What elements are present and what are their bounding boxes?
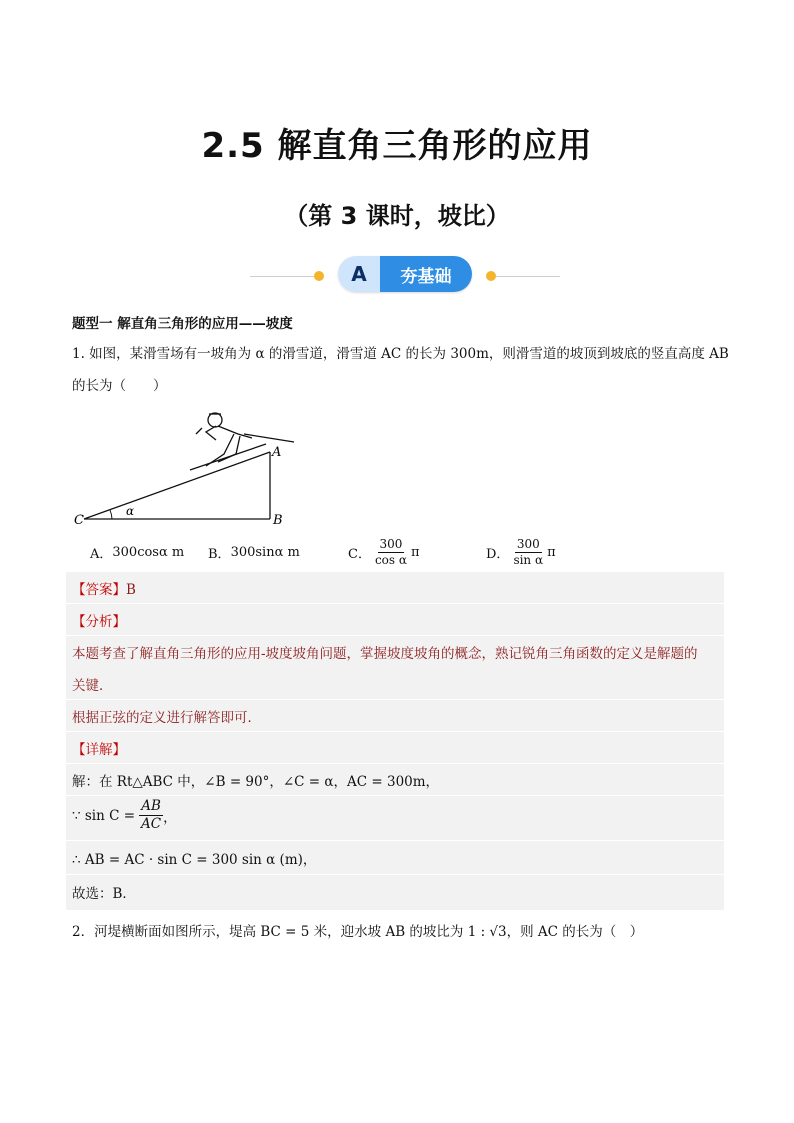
detail-line-2: [72, 798, 177, 833]
analysis-label-row: [72, 610, 126, 630]
page-title: 2.5 解直角三角形的应用: [201, 126, 593, 166]
question-1-text-cont: 的长为（ ）: [72, 378, 167, 394]
choice-b[interactable]: [208, 532, 300, 572]
banner-right-dot: [486, 271, 496, 281]
ski-slope-figure: [66, 404, 306, 530]
analysis-text-1: 本题考查了解直角三角形的应用-坡度坡角问题，掌握坡度坡角的概念，熟记锐角三角函数的定义是解题的: [72, 646, 698, 662]
choice-c-den: cos α: [374, 552, 407, 567]
answer-row: [72, 578, 136, 598]
question-1-choices: [90, 532, 650, 572]
choice-d-fraction: [511, 537, 545, 568]
label-c: C: [74, 513, 84, 528]
analysis-text-3: 根据正弦的定义进行解答即可．: [72, 710, 261, 726]
detail-label-row: [72, 738, 126, 758]
question-2-text: 2．河堤横断面如图所示，堤高 BC = 5 米，迎水坡 AB 的坡比为 1 : √3，则 AC 的长为（ ）: [72, 924, 644, 940]
label-b: B: [273, 513, 283, 528]
choice-b-text: 300sinα m: [230, 544, 300, 560]
label-alpha: α: [126, 504, 135, 518]
divider: [66, 795, 724, 796]
choice-c-fraction: [373, 537, 409, 568]
question-1-text: 1. 如图，某滑雪场有一坡角为 α 的滑雪道，滑雪道 AC 的长为 300m，则滑雪道的坡顶到坡底的竖直高度 AB: [72, 346, 729, 362]
detail-label: 【详解】: [72, 742, 126, 758]
sin-fraction-num: AB: [141, 798, 161, 814]
detail-line-2-prefix: ∵ sin C =: [72, 807, 136, 824]
page-subtitle: （第 3 课时，坡比）: [284, 202, 510, 230]
detail-line-3: ∴ AB = AC · sin C = 300 sin α (m)，: [72, 852, 317, 868]
choice-c[interactable]: [348, 532, 420, 572]
divider: [66, 699, 724, 700]
sin-fraction: [139, 798, 163, 833]
analysis-text-2: 关键．: [72, 678, 113, 694]
choice-b-label: B．: [208, 546, 231, 562]
level-badge: [338, 256, 472, 292]
choice-c-label: C．: [348, 546, 371, 562]
choice-c-tail: π: [410, 544, 420, 560]
banner-left-dot: [314, 271, 324, 281]
analysis-label: 【分析】: [72, 614, 126, 630]
level-badge-text: 夯基础: [380, 256, 472, 292]
choice-a-label: A．: [90, 546, 113, 562]
answer-value: B: [126, 582, 136, 598]
divider: [66, 731, 724, 732]
divider: [66, 874, 724, 875]
detail-line-1: 解：在 Rt△ABC 中，∠B = 90°，∠C = α，AC = 300m，: [72, 774, 440, 790]
choice-c-num: 300: [379, 536, 403, 551]
label-a: A: [272, 445, 282, 460]
divider: [66, 603, 724, 604]
divider: [66, 635, 724, 636]
detail-line-4: 故选：B．: [72, 886, 136, 902]
divider: [66, 840, 724, 841]
section-heading: 题型一 解直角三角形的应用——坡度: [72, 316, 293, 332]
banner-right-line: [496, 276, 560, 277]
choice-d[interactable]: [486, 532, 556, 572]
level-badge-letter: A: [338, 256, 380, 292]
divider: [66, 763, 724, 764]
choice-d-num: 300: [516, 536, 540, 551]
solution-panel: [66, 572, 724, 910]
choice-d-tail: π: [547, 544, 556, 560]
choice-a-text: 300cosα m: [112, 544, 185, 560]
answer-label: 【答案】: [72, 582, 126, 598]
slope-line: [84, 452, 270, 519]
choice-d-label: D．: [486, 546, 510, 562]
angle-arc: [110, 510, 112, 519]
detail-line-2-suffix: ，: [163, 809, 177, 826]
section-banner: [250, 256, 560, 296]
choice-a[interactable]: [90, 532, 184, 572]
choice-d-den: sin α: [513, 552, 544, 567]
sin-fraction-den: AC: [141, 816, 162, 832]
banner-left-line: [250, 276, 314, 277]
